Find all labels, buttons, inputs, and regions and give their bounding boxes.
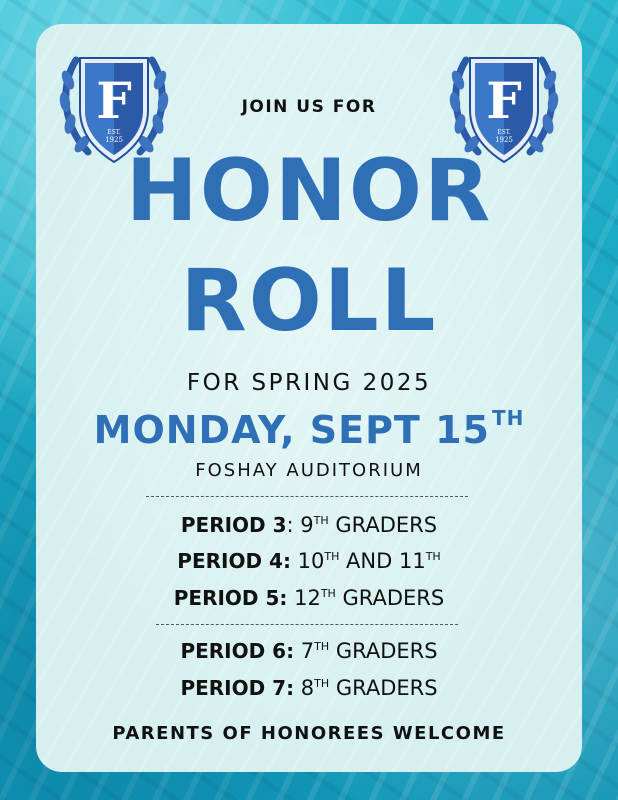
- period-label: PERIOD 7:: [180, 676, 295, 700]
- grade-suffix: TH: [320, 587, 336, 600]
- grade-text: GRADERS: [335, 586, 445, 610]
- crest-est-label: EST.: [107, 129, 121, 136]
- grade-suffix-2: TH: [425, 550, 441, 563]
- period-label: PERIOD 5:: [173, 586, 288, 610]
- grade-number: 10: [290, 549, 325, 573]
- footer-note: PARENTS OF HONOREES WELCOME: [112, 723, 506, 744]
- period-label: PERIOD 3: [180, 513, 287, 537]
- period-label: PERIOD 4:: [177, 549, 291, 573]
- dashed-divider: [156, 624, 458, 625]
- grade-suffix: TH: [324, 550, 340, 563]
- grade-number: 12: [287, 586, 321, 610]
- flyer-card: [36, 24, 582, 772]
- schedule-row-period-4: [36, 549, 582, 573]
- period-label: PERIOD 6:: [180, 639, 295, 663]
- grade-suffix: TH: [314, 677, 330, 690]
- crest-letter: F: [96, 71, 132, 130]
- dashed-divider: [146, 496, 468, 497]
- crest-est-label: EST.: [497, 129, 511, 136]
- grade-text: AND 11: [339, 549, 426, 573]
- title-line-2: ROLL: [180, 251, 438, 351]
- crest-est-year: 1925: [495, 136, 513, 144]
- grade-text: GRADERS: [329, 676, 438, 700]
- grade-number: 7: [294, 639, 315, 663]
- event-date-text: MONDAY, SEPT 15: [93, 408, 490, 452]
- period-separator: :: [286, 513, 294, 537]
- grade-suffix: TH: [314, 640, 330, 653]
- grade-number: 9: [293, 513, 314, 537]
- grade-text: GRADERS: [328, 513, 438, 537]
- grade-text: GRADERS: [329, 639, 438, 663]
- intro-text: JOIN US FOR: [241, 97, 377, 117]
- title-line-1: HONOR: [125, 141, 493, 241]
- grade-number: 8: [294, 676, 315, 700]
- crest-est-year: 1925: [105, 136, 123, 144]
- event-date-suffix: TH: [491, 406, 525, 430]
- subtitle: FOR SPRING 2025: [186, 370, 432, 396]
- schedule-row-period-6: [36, 639, 582, 663]
- venue: FOSHAY AUDITORIUM: [195, 460, 423, 481]
- schedule-row-period-7: [36, 676, 582, 700]
- event-date: [36, 406, 582, 452]
- schedule-row-period-3: [36, 513, 582, 537]
- crest-letter: F: [486, 71, 522, 130]
- grade-suffix: TH: [313, 514, 329, 527]
- schedule-row-period-5: [36, 586, 582, 610]
